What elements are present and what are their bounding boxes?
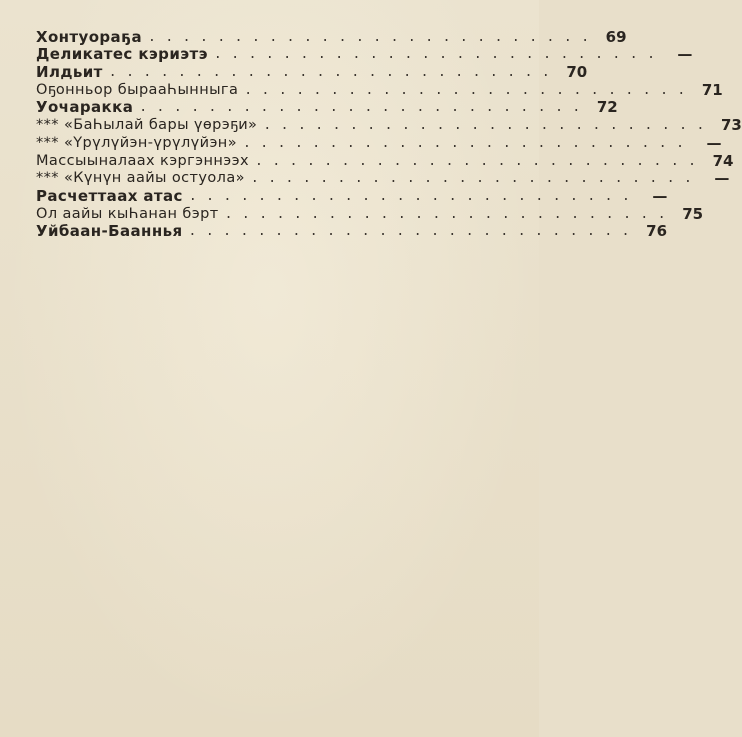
toc-entry-page: — — [677, 45, 693, 64]
toc-entry-title: *** «БаҺылай бары үөрэҕи» — [36, 117, 258, 134]
toc-entry-title: Ол аайы кыҺанан бэрт — [36, 205, 219, 222]
dot-leader: .......................... — [224, 206, 676, 222]
toc-entry-title: Уочаракка — [36, 98, 134, 117]
dot-leader: .......................... — [188, 224, 640, 240]
toc-entry — [36, 169, 730, 188]
toc-entry-page: 75 — [682, 204, 704, 223]
toc-entry-page: — — [652, 186, 668, 205]
toc-entry-title: Массыыналаах кэргэннээх — [36, 152, 249, 169]
toc-entry — [36, 63, 588, 82]
toc-entry-title: Хонтуораҕа — [36, 27, 143, 46]
dot-leader: .......................... — [213, 47, 665, 63]
toc-entry-page: 71 — [701, 80, 723, 99]
toc-entry — [36, 186, 668, 205]
toc-entry-page: 72 — [596, 98, 618, 117]
dot-leader: .......................... — [263, 118, 714, 134]
table-of-contents — [36, 27, 742, 241]
toc-entry-title: Илдьит — [36, 63, 103, 82]
dot-leader: .......................... — [139, 100, 590, 116]
toc-entry — [36, 116, 742, 135]
dot-leader: .......................... — [242, 135, 694, 151]
toc-entry — [36, 27, 627, 46]
toc-entry-page: 70 — [566, 63, 588, 82]
dot-leader: .......................... — [188, 188, 640, 204]
toc-entry — [36, 133, 722, 152]
toc-entry — [36, 45, 693, 64]
dot-leader: .......................... — [148, 29, 599, 45]
dot-leader: .......................... — [244, 82, 695, 98]
toc-entry — [36, 80, 723, 99]
toc-entry-title: Уйбаан-Бааннья — [36, 222, 183, 241]
toc-entry-page: 69 — [605, 27, 627, 46]
dot-leader: .......................... — [250, 171, 702, 187]
toc-entry-page: — — [714, 169, 730, 188]
toc-entry-page: 74 — [712, 151, 734, 170]
toc-entry-page: 76 — [646, 222, 668, 241]
toc-entry — [36, 222, 668, 241]
dot-leader: .......................... — [255, 153, 706, 169]
toc-entry-title: Деликатес кэриэтэ — [36, 45, 208, 64]
toc-entry-title: *** «Үрүлүйэн-үрүлүйэн» — [36, 134, 237, 151]
toc-entry-title: Расчеттаах атас — [36, 186, 183, 205]
toc-entry — [36, 151, 734, 170]
toc-entry-title: *** «Күнүн аайы остуола» — [36, 170, 245, 187]
toc-entry-title: Оҕонньор бырааҺынныга — [36, 81, 239, 98]
toc-entry-page: 73 — [720, 116, 742, 135]
dot-leader: .......................... — [108, 65, 560, 81]
toc-entry-page: — — [706, 133, 722, 152]
toc-entry — [36, 98, 618, 117]
toc-entry — [36, 204, 704, 223]
